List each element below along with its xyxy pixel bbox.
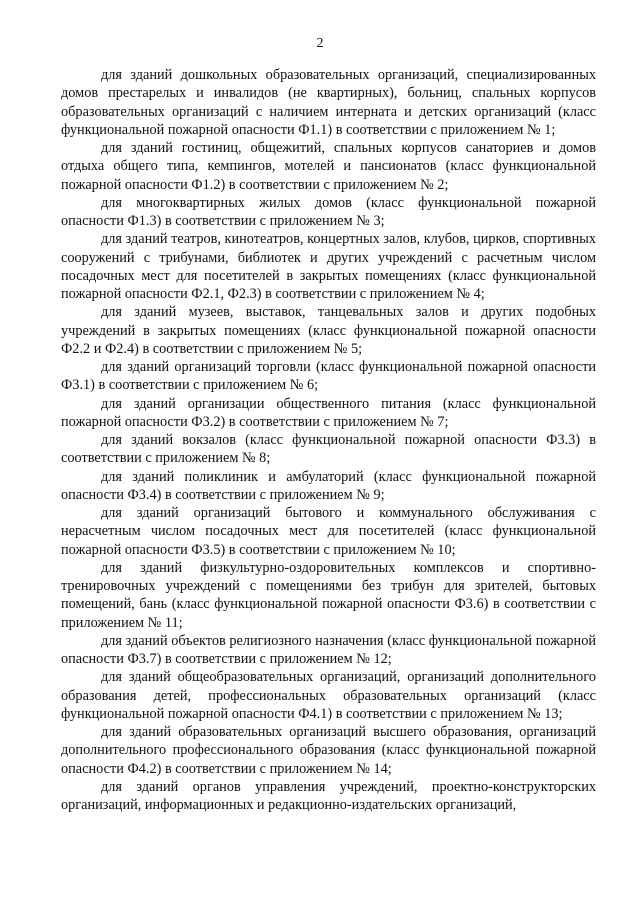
paragraph: для зданий поликлиник и амбулаторий (класс функциональной пожарной опасности Ф3.4) в соответствии с приложением № 9; (61, 468, 596, 503)
paragraph: для зданий гостиниц, общежитий, спальных корпусов санаториев и домов отдыха общего типа, кемпингов, мотелей и пансионатов (класс функциональной пожарной опасности Ф1.2) в соответствии с приложением № 2; (61, 140, 596, 193)
paragraph: для многоквартирных жилых домов (класс функциональной пожарной опасности Ф1.3) в соответствии с приложением № 3; (61, 194, 596, 229)
paragraph: для зданий организаций торговли (класс функциональной пожарной опасности Ф3.1) в соответствии с приложением № 6; (61, 359, 596, 394)
paragraph: для зданий объектов религиозного назначения (класс функциональной пожарной опасности Ф3.7) в соответствии с приложением № 12; (61, 632, 596, 667)
paragraph: для зданий театров, кинотеатров, концертных залов, клубов, цирков, спортивных сооружений с трибунами, библиотек и других учреждений с расчетным числом посадочных мест для посетителей в закрытых помещениях (класс функциональной пожарной опасности Ф2.1, Ф2.3) в соответствии с приложением № 4; (61, 231, 596, 302)
paragraph: для зданий общеобразовательных организаций, организаций дополнительного образования детей, профессиональных образовательных организаций (класс функциональной пожарной опасности Ф4.1) в соответствии с приложением № 13; (61, 669, 596, 722)
paragraph: для зданий физкультурно-оздоровительных комплексов и спортивно-тренировочных учреждений с помещениями без трибун для зрителей, бытовых помещений, бань (класс функциональной пожарной опасности Ф3.6) в соответствии с приложением № 11; (61, 559, 596, 631)
paragraph: для зданий дошкольных образовательных организаций, специализированных домов престарелых и инвалидов (не квартирных), больниц, спальных корпусов образовательных организаций с наличием интерната и детских организаций (класс функциональной пожарной опасности Ф1.1) в соответствии с приложением № 1; (61, 67, 596, 138)
paragraph: для зданий музеев, выставок, танцевальных залов и других подобных учреждений в закрытых помещениях (класс функциональной пожарной опасности Ф2.2 и Ф2.4) в соответствии с приложением № 5; (61, 304, 596, 357)
paragraph: для зданий организаций бытового и коммунального обслуживания с нерасчетным числом посадочных мест для посетителей (класс функциональной пожарной опасности Ф3.5) в соответствии с приложением № 10; (61, 505, 596, 558)
paragraph: для зданий образовательных организаций высшего образования, организаций дополнительного профессионального образования (класс функциональной пожарной опасности Ф4.2) в соответствии с приложением № 14; (61, 724, 596, 777)
paragraph: для зданий организации общественного питания (класс функциональной пожарной опасности Ф3.2) в соответствии с приложением № 7; (61, 395, 596, 430)
document-body (61, 66, 596, 814)
paragraph: для зданий вокзалов (класс функциональной пожарной опасности Ф3.3) в соответствии с приложением № 8; (61, 432, 596, 467)
page-number: 2 (316, 36, 324, 51)
paragraph: для зданий органов управления учреждений, проектно-конструкторских организаций, информационных и редакционно-издательских организаций, (61, 778, 596, 813)
